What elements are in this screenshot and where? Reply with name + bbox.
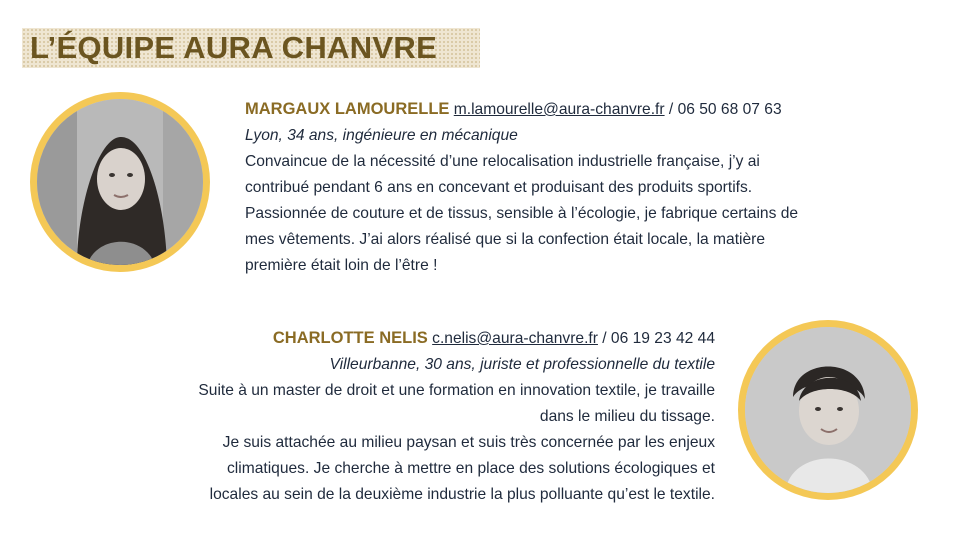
portrait-photo-placeholder — [37, 99, 203, 265]
bio-line: Suite à un master de droit et une formation en innovation textile, je travaille — [198, 382, 715, 399]
bio-line: Passionnée de couture et de tissus, sensible à l’écologie, je fabrique certains de — [245, 205, 799, 222]
member-block-charlotte — [60, 325, 715, 508]
bio-line: première était loin de l’être ! — [245, 257, 438, 274]
bio-line: climatiques. Je cherche à mettre en place des solutions écologiques et — [226, 460, 715, 477]
bio-line: contribué pendant 6 ans en concevant et produisant des produits sportifs. — [245, 179, 753, 196]
bio-line: mes vêtements. J’ai alors réalisé que si la confection était locale, la matière — [245, 231, 766, 248]
bio-line: dans le milieu du tissage. — [539, 408, 715, 425]
avatar-margaux — [30, 92, 210, 272]
bio-line: Convaincue de la nécessité d’une relocalisation industrielle française, j’y ai — [245, 153, 760, 170]
member-name: CHARLOTTE NELIS — [272, 329, 428, 347]
member-name: MARGAUX LAMOURELLE — [245, 100, 450, 118]
member-meta: Villeurbanne, 30 ans, juriste et professionnelle du textile — [329, 356, 715, 373]
page-title: L’ÉQUIPE AURA CHANVRE — [30, 30, 438, 65]
email-link[interactable]: m.lamourelle@aura-chanvre.fr — [453, 101, 665, 118]
email-link[interactable]: c.nelis@aura-chanvre.fr — [432, 330, 598, 347]
portrait-photo-placeholder — [745, 327, 911, 493]
bio-line: Je suis attachée au milieu paysan et suis très concernée par les enjeux — [222, 434, 715, 451]
bio-line: locales au sein de la deuxième industrie la plus polluante qu’est le textile. — [209, 486, 715, 503]
member-meta: Lyon, 34 ans, ingénieure en mécanique — [245, 127, 518, 144]
contact-line — [245, 96, 935, 123]
contact-line — [60, 325, 715, 352]
avatar-charlotte — [738, 320, 918, 500]
phone: / 06 19 23 42 44 — [597, 330, 715, 347]
phone: / 06 50 68 07 63 — [664, 101, 782, 118]
member-block-margaux — [245, 96, 935, 279]
